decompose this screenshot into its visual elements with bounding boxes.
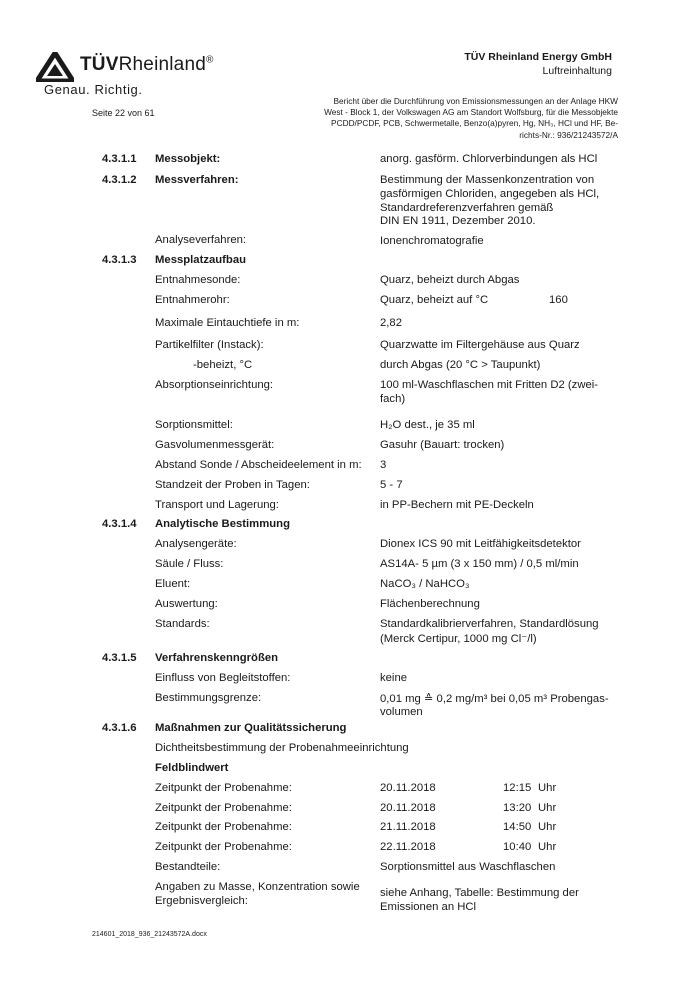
field-label: Entnahmerohr:: [155, 294, 230, 306]
section-heading: Messverfahren:: [155, 174, 239, 186]
logo-wordmark: TÜVRheinland®: [80, 54, 214, 75]
field-label: Bestimmungsgrenze:: [155, 692, 262, 704]
field-value: NaCO₃ / NaHCO₃: [380, 578, 470, 590]
page-number: Seite 22 von 61: [92, 108, 155, 118]
sample-label: Zeitpunkt der Probenahme:: [155, 782, 292, 794]
section-number: 4.3.1.2: [102, 174, 137, 186]
sample-time: 12:15: [503, 782, 532, 794]
field-value: keine: [380, 672, 408, 684]
field-value: Dionex ICS 90 mit Leitfähigkeitsdetektor: [380, 538, 581, 550]
field-value: 160: [549, 294, 568, 306]
field-label: Entnahmesonde:: [155, 274, 241, 286]
sample-date: 22.11.2018: [380, 841, 436, 853]
field-label: Säule / Fluss:: [155, 558, 224, 570]
field-value: fach): [380, 393, 406, 405]
field-value: Quarz, beheizt auf °C: [380, 294, 489, 306]
field-label: Standards:: [155, 618, 210, 630]
field-label: Transport und Lagerung:: [155, 499, 279, 511]
field-label: Analyseverfahren:: [155, 234, 247, 246]
sample-time: 14:50: [503, 821, 532, 833]
tuev-triangle-icon: [36, 52, 74, 82]
section-heading: Analytische Bestimmung: [155, 518, 290, 530]
field-value: 3: [380, 459, 387, 471]
sample-label: Zeitpunkt der Probenahme:: [155, 841, 292, 853]
field-label: Dichtheitsbestimmung der Probenahmeeinrichtung: [155, 742, 409, 754]
section-heading: Messplatzaufbau: [155, 254, 247, 266]
field-value: 2,82: [380, 317, 402, 329]
field-label: Maximale Eintauchtiefe in m:: [155, 317, 300, 329]
sample-label: Zeitpunkt der Probenahme:: [155, 821, 292, 833]
field-value: DIN EN 1911, Dezember 2010.: [380, 215, 536, 227]
field-value: 0,01 mg ≙ 0,2 mg/m³ bei 0,05 m³ Probengas-: [380, 693, 609, 705]
section-heading: Messobjekt:: [155, 153, 221, 165]
field-value: Standardreferenzverfahren gemäß: [380, 202, 554, 214]
field-label: Standzeit der Proben in Tagen:: [155, 479, 310, 491]
sample-time: 13:20: [503, 802, 532, 814]
sample-date: 21.11.2018: [380, 821, 436, 833]
field-value: volumen: [380, 706, 423, 718]
field-value: Quarzwatte im Filtergehäuse aus Quarz: [380, 339, 580, 351]
field-label: Bestandteile:: [155, 861, 221, 873]
field-value: anorg. gasförm. Chlorverbindungen als HCl: [380, 153, 598, 165]
field-label: Gasvolumenmessgerät:: [155, 439, 275, 451]
field-value: Ionenchromatografie: [380, 235, 484, 247]
sample-unit: Uhr: [538, 821, 557, 833]
field-label: Angaben zu Masse, Konzentration sowie: [155, 881, 360, 893]
sample-date: 20.11.2018: [380, 802, 436, 814]
division-name: Luftreinhaltung: [542, 65, 612, 77]
sample-label: Zeitpunkt der Probenahme:: [155, 802, 292, 814]
field-label: Analysengeräte:: [155, 538, 237, 550]
field-value: Standardkalibrierverfahren, Standardlösung: [380, 618, 599, 630]
field-label: Partikelfilter (Instack):: [155, 339, 264, 351]
field-value: 5 - 7: [380, 479, 403, 491]
field-label: Absorptionseinrichtung:: [155, 379, 274, 391]
field-label: Eluent:: [155, 578, 191, 590]
company-name: TÜV Rheinland Energy GmbH: [464, 51, 612, 63]
section-number: 4.3.1.3: [102, 254, 137, 266]
section-number: 4.3.1.5: [102, 652, 137, 664]
field-label: Ergebnisvergleich:: [155, 895, 248, 907]
section-heading: Maßnahmen zur Qualitätssicherung: [155, 722, 347, 734]
sample-date: 20.11.2018: [380, 782, 436, 794]
field-value: (Merck Certipur, 1000 mg Cl⁻/l): [380, 633, 537, 645]
field-label: Sorptionsmittel:: [155, 419, 233, 431]
field-value: Sorptionsmittel aus Waschflaschen: [380, 861, 556, 873]
field-value: gasförmigen Chloriden, angegeben als HCl,: [380, 188, 600, 200]
section-number: 4.3.1.4: [102, 518, 137, 530]
sample-unit: Uhr: [538, 802, 557, 814]
subsection-heading: Feldblindwert: [155, 762, 229, 774]
field-value: Gasuhr (Bauart: trocken): [380, 439, 505, 451]
sample-time: 10:40: [503, 841, 532, 853]
field-value: 100 ml-Waschflaschen mit Fritten D2 (zwei-: [380, 379, 599, 391]
section-heading: Verfahrenskenngrößen: [155, 652, 279, 664]
field-value: Flächenberechnung: [380, 598, 480, 610]
report-reference: Bericht über die Durchführung von Emissionsmessungen an der Anlage HKW West - Block 1, der Volkswagen AG am Standort Wolfsburg, für die Messobjekte PCDD/PCDF, PCB, Schwermetalle, Benzo(a)pyren, Hg, NH₃, HCl und HF, Be- richts-Nr.: 936/21243572/A: [324, 96, 618, 140]
field-label: Abstand Sonde / Abscheideelement in m:: [155, 459, 362, 471]
field-label: Auswertung:: [155, 598, 218, 610]
field-value: Quarz, beheizt durch Abgas: [380, 274, 520, 286]
field-label: Einfluss von Begleitstoffen:: [155, 672, 291, 684]
sample-unit: Uhr: [538, 841, 557, 853]
field-label: -beheizt, °C: [193, 359, 253, 371]
field-value: durch Abgas (20 °C > Taupunkt): [380, 359, 541, 371]
logo-tagline: Genau. Richtig.: [44, 82, 143, 97]
section-number: 4.3.1.1: [102, 153, 137, 165]
sample-unit: Uhr: [538, 782, 557, 794]
field-value: Bestimmung der Massenkonzentration von: [380, 174, 595, 186]
field-value: siehe Anhang, Tabelle: Bestimmung der: [380, 887, 579, 899]
footer-filename: 214601_2018_936_21243572A.docx: [92, 931, 207, 938]
field-value: in PP-Bechern mit PE-Deckeln: [380, 499, 534, 511]
field-value: H₂O dest., je 35 ml: [380, 419, 475, 431]
company-logo: [36, 48, 236, 108]
field-value: AS14A- 5 µm (3 x 150 mm) / 0,5 ml/min: [380, 558, 579, 570]
section-number: 4.3.1.6: [102, 722, 137, 734]
field-value: Emissionen an HCl: [380, 901, 477, 913]
